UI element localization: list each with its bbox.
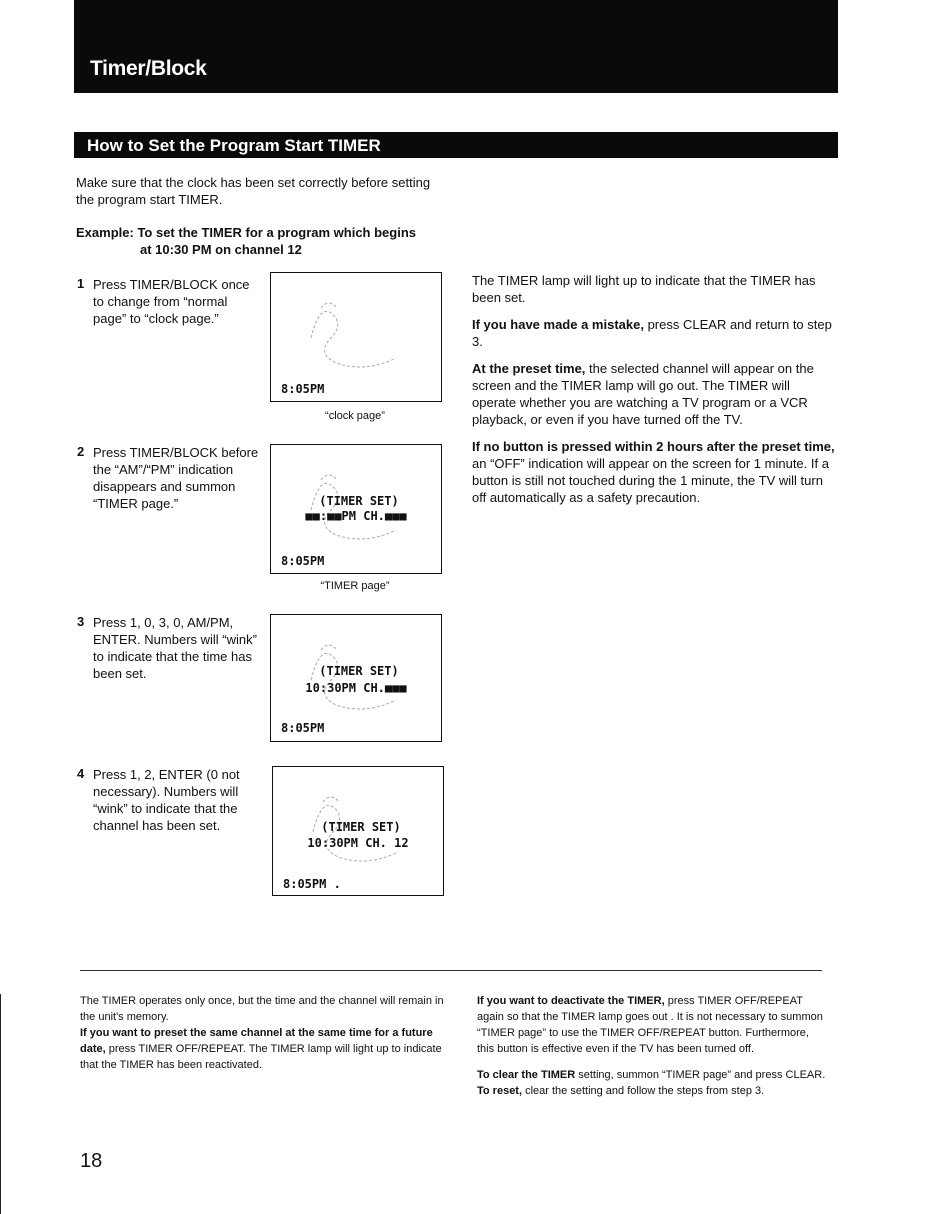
margin-line [0, 994, 1, 1214]
screen-line-2: ■■:■■PM CH.■■■ [305, 509, 407, 523]
tv-screen-step-3 [270, 614, 442, 742]
note-left-1: The TIMER operates only once, but the time and the channel will remain in the unit's memory. [80, 995, 444, 1023]
screen-line-2: 10:30PM CH. 12 [307, 836, 409, 850]
step-3-text: Press 1, 0, 3, 0, AM/PM, ENTER. Numbers will “wink” to indicate that the time has been set. [93, 615, 257, 681]
screen-clock: 8:05PM [281, 721, 325, 735]
example-label: Example: [76, 225, 134, 240]
screen-line-1: (TIMER SET) [319, 494, 399, 508]
right-para-2: If you have made a mistake, press CLEAR and return to step 3. [472, 317, 832, 349]
caption-step-2: “TIMER page” [320, 580, 390, 592]
page-title: Timer/Block [90, 57, 207, 80]
step-2-number: 2 [77, 444, 85, 459]
footer-divider [80, 970, 822, 971]
screen-clock: 8:05PM . [283, 877, 341, 891]
tv-screen-step-1 [270, 272, 442, 402]
screen-clock: 8:05PM [281, 382, 325, 396]
right-para-1: The TIMER lamp will light up to indicate that the TIMER has been set. [472, 273, 816, 305]
screen-line-1: (TIMER SET) [321, 820, 401, 834]
section-title: How to Set the Program Start TIMER [87, 136, 381, 155]
step-3-number: 3 [77, 614, 85, 629]
right-para-4: If no button is pressed within 2 hours after the preset time, an “OFF” indication will appear on the screen for 1 minute. If a button is still not touched during the 1 minute, the TV will turn off automatically as a safety precaution. [472, 439, 835, 505]
screen-clock: 8:05PM [281, 554, 325, 568]
right-para-3: At the preset time, the selected channel will appear on the screen and the TIMER lamp will go out. The TIMER will operate whether you are watching a TV program or a VCR playback, or even if you have turned off the TV. [472, 361, 814, 427]
note-right-1: If you want to deactivate the TIMER, press TIMER OFF/REPEAT again so that the TIMER lamp goes out . It is not necessary to summon “TIMER page” to use the TIMER OFF/REPEAT button. Furthermore, this button is effective even if the TV has been turned off. [477, 995, 823, 1055]
example-line2: at 10:30 PM on channel 12 [140, 242, 302, 257]
step-4-number: 4 [77, 766, 85, 781]
step-4-text: Press 1, 2, ENTER (0 not necessary). Numbers will “wink” to indicate that the channel has been set. [93, 767, 240, 833]
screen-line-2: 10:30PM CH.■■■ [305, 681, 407, 695]
step-1-text: Press TIMER/BLOCK once to change from “normal page” to “clock page.” [93, 277, 250, 326]
tv-screen-step-4 [272, 766, 444, 896]
tv-screen-step-2 [270, 444, 442, 574]
screen-line-1: (TIMER SET) [319, 664, 399, 678]
step-2-text: Press TIMER/BLOCK before the “AM”/“PM” indication disappears and summon “TIMER page.” [93, 445, 259, 511]
note-right-3: To reset, clear the setting and follow the steps from step 3. [477, 1085, 765, 1097]
step-1-number: 1 [77, 276, 85, 291]
notes-left [80, 993, 452, 1083]
page-number: 18 [80, 1150, 103, 1172]
caption-step-1: “clock page” [325, 410, 385, 422]
example-line1: To set the TIMER for a program which begins [137, 225, 416, 240]
example-block [76, 224, 456, 258]
note-left-2: If you want to preset the same channel at the same time for a future date, press TIMER OFF/REPEAT. The TIMER lamp will light up to indicate that the TIMER has been reactivated. [80, 1027, 442, 1071]
notes-right [477, 993, 827, 1109]
intro-text: Make sure that the clock has been set correctly before setting the program start TIMER. [76, 175, 431, 207]
right-column [472, 272, 836, 516]
note-right-2: To clear the TIMER setting, summon “TIMER page” and press CLEAR. [477, 1069, 826, 1081]
